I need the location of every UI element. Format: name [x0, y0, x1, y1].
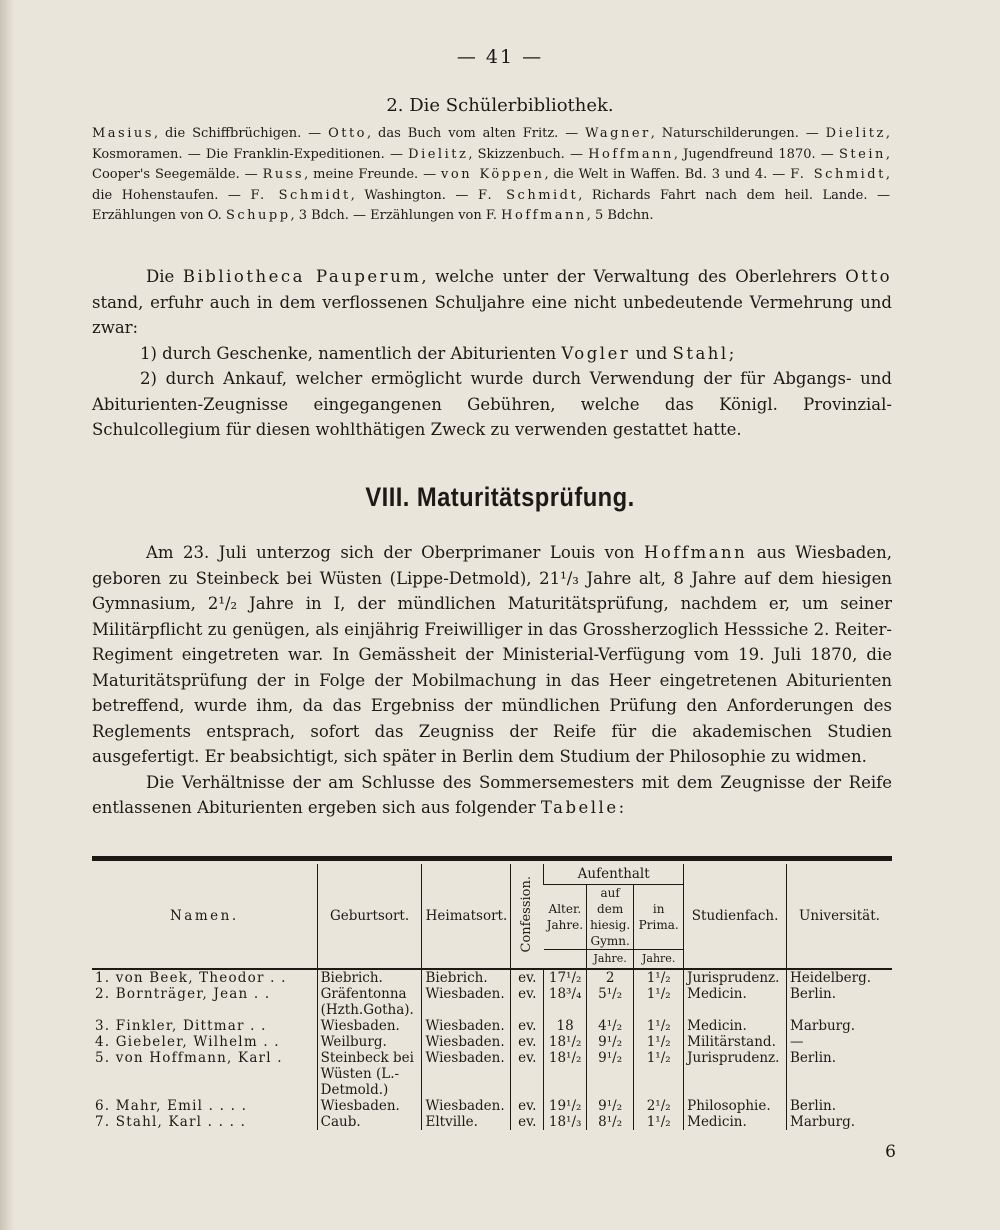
listing-work: , die Welt in Waffen. Bd. 3 und 4. — — [544, 167, 791, 182]
cell-gymn: 5¹/₂ — [587, 986, 634, 1018]
table-top-rule — [92, 856, 892, 861]
listing-author: Schupp — [225, 208, 291, 223]
cell-prima: 1¹/₂ — [634, 969, 684, 986]
cell-home: Eltville. — [422, 1114, 511, 1130]
cell-age: 18¹/₃ — [544, 1114, 587, 1130]
cell-name: 7. Stahl, Karl . . . . — [95, 1114, 247, 1130]
cell-uni: Marburg. — [787, 1018, 892, 1034]
list-item-purchase: 2) durch Ankauf, welcher ermöglicht wurde durch Verwendung der für Abgangs- und Abiturienten-Zeugnisse eingegangenen Gebühren, welche das Königl. Provinzial-Schulcollegium für diesen wohlthätigen Zweck zu verwenden gestattet hatte. — [92, 369, 892, 439]
listing-work: , Richards Fahrt nach dem heil. Lande. — Erzählungen von O. — [92, 187, 891, 223]
cell-age: 18 — [544, 1018, 587, 1034]
col-header-home: Heimatsort. — [422, 864, 511, 969]
listing-work: , Kosmoramen. — Die Franklin-Expeditionen. — — [92, 126, 890, 162]
listing-author: Hoffmann — [501, 208, 587, 223]
listing-work: , meine Freunde. — — [304, 167, 442, 182]
cell-study: Jurisprudenz. — [684, 1050, 787, 1098]
col-header-study: Studienfach. — [684, 864, 787, 969]
cell-age: 18¹/₂ — [544, 1034, 587, 1050]
listing-author: Wagner — [585, 126, 651, 141]
exam-text — [92, 540, 892, 821]
cell-conf: ev. — [511, 1114, 544, 1130]
table-row — [92, 1018, 892, 1034]
cell-uni: — — [787, 1034, 892, 1050]
col-header-name: Namen. — [169, 908, 239, 924]
listing-work: , die Hohenstaufen. — — [92, 167, 890, 203]
cell-uni: Berlin. — [787, 1098, 892, 1114]
col-header-gymn: auf dem hiesig. Gymn. — [587, 885, 634, 950]
cell-name: 5. von Hoffmann, Karl . — [95, 1050, 283, 1066]
table-row — [92, 1114, 892, 1130]
table-row — [92, 1050, 892, 1098]
cell-prima: 1¹/₂ — [634, 986, 684, 1018]
cell-name: 1. von Beek, Theodor . . — [92, 969, 317, 986]
cell-birth: Wiesbaden. — [317, 1098, 422, 1114]
cell-study: Philosophie. — [684, 1098, 787, 1114]
col-header-birthplace: Geburtsort. — [317, 864, 422, 969]
listing-work: , Jugendfreund 1870. — — [673, 146, 839, 162]
cell-prima: 2¹/₂ — [634, 1098, 684, 1114]
cell-uni: Berlin. — [787, 1050, 892, 1098]
col-header-confession: Confession. — [511, 864, 544, 969]
exam-paragraph-hoffmann: Am 23. Juli unterzog sich der Oberprimaner Louis von Hoffmann aus Wiesbaden, geboren zu Steinbeck bei Wüsten (Lippe-Detmold), 21¹/₃ Jahre alt, 8 Jahre auf dem hiesigen Gymnasium, 2¹/₂ Jahre in I, der mündlichen Maturitätsprüfung, nachdem er, um seiner Militärpflicht zu genügen, als einjährig Freiwilliger in das Grossherzoglich Hesssiche 2. Reiter-Regiment eingetreten war. In Gemässheit der Ministerial-Verfügung vom 19. Juli 1870, die Maturitätsprüfung der in Folge der Mobilmachung in das Heer eingetretenen Abiturienten betreffend, wurde ihm, da das Ergebniss der mündlichen Prüfung den Anforderungen des Reglements entsprach, sofort das Zeugniss der Reife für die akademischen Studien ausgefertigt. Er beabsichtigt, sich später in Berlin dem Studium der Philosophie zu widmen. — [92, 543, 893, 766]
cell-conf: ev. — [511, 1018, 544, 1034]
listing-work: , 5 Bdchn. — [586, 208, 654, 223]
col-header-university: Universität. — [787, 864, 892, 969]
cell-uni: Berlin. — [787, 986, 892, 1018]
listing-author: F. Schmidt — [790, 167, 886, 182]
listing-author: Stein — [839, 146, 886, 162]
listing-author: F. Schmidt — [477, 187, 579, 203]
table-row — [92, 1034, 892, 1050]
cell-prima: 1¹/₂ — [634, 1050, 684, 1098]
listing-work: , 3 Bdch. — Erzählungen von F. — [290, 208, 502, 223]
cell-home: Wiesbaden. — [422, 1098, 511, 1114]
cell-conf: ev. — [511, 1034, 544, 1050]
cell-age: 17¹/₂ — [544, 969, 587, 986]
cell-age: 19¹/₂ — [544, 1098, 587, 1114]
listing-author: Masius — [92, 126, 154, 141]
cell-name: 3. Finkler, Dittmar . . — [95, 1018, 267, 1034]
cell-gymn: 4¹/₂ — [587, 1018, 634, 1034]
cell-birth: Wiesbaden. — [317, 1018, 422, 1034]
cell-birth: Caub. — [317, 1114, 422, 1130]
page-binding-shadow — [0, 0, 14, 1230]
cell-name: 2. Bornträger, Jean . . — [95, 986, 271, 1002]
cell-home: Biebrich. — [422, 969, 511, 986]
abiturienten-table — [92, 864, 892, 1130]
cell-study: Jurisprudenz. — [684, 969, 787, 986]
col-header-gymn-unit: Jahre. — [587, 950, 634, 970]
col-header-prima-unit: Jahre. — [634, 950, 684, 970]
cell-study: Medicin. — [684, 1114, 787, 1130]
cell-study: Militärstand. — [684, 1034, 787, 1050]
listing-author: Dielitz — [825, 126, 886, 141]
cell-home: Wiesbaden. — [422, 1034, 511, 1050]
cell-name: 6. Mahr, Emil . . . . — [95, 1098, 248, 1114]
cell-birth: Weilburg. — [317, 1034, 422, 1050]
cell-prima: 1¹/₂ — [634, 1018, 684, 1034]
cell-uni: Heidelberg. — [787, 969, 892, 986]
cell-birth: Steinbeck bei Wüsten (L.-Detmold.) — [317, 1050, 422, 1098]
cell-study: Medicin. — [684, 1018, 787, 1034]
cell-gymn: 8¹/₂ — [587, 1114, 634, 1130]
cell-study: Medicin. — [684, 986, 787, 1018]
cell-conf: ev. — [511, 1098, 544, 1114]
cell-name: 4. Giebeler, Wilhelm . . — [95, 1034, 280, 1050]
cell-uni: Marburg. — [787, 1114, 892, 1130]
signature-mark: 6 — [885, 1142, 896, 1162]
table-header-row — [92, 864, 892, 885]
listing-work: , Skizzenbuch. — — [468, 146, 589, 162]
cell-home: Wiesbaden. — [422, 1050, 511, 1098]
library-listing — [92, 124, 890, 227]
cell-gymn: 9¹/₂ — [587, 1098, 634, 1114]
cell-prima: 1¹/₂ — [634, 1034, 684, 1050]
col-header-stay-group: Aufenthalt — [544, 864, 684, 885]
listing-author: Otto — [328, 126, 368, 141]
cell-gymn: 2 — [587, 969, 634, 986]
page-number: — 41 — — [456, 46, 544, 68]
library-paragraph — [92, 264, 892, 443]
cell-age: 18¹/₂ — [544, 1050, 587, 1098]
listing-author: von Köppen — [441, 167, 545, 182]
listing-author: Russ — [262, 167, 305, 182]
exam-paragraph-table-intro: Die Verhältnisse der am Schlusse des Sommersemesters mit dem Zeugnisse der Reife entlassenen Abiturienten ergeben sich aus folgender Tabelle: — [92, 772, 892, 817]
cell-gymn: 9¹/₂ — [587, 1050, 634, 1098]
listing-author: Dielitz — [408, 146, 469, 162]
listing-author: F. Schmidt — [250, 187, 351, 203]
bibliotheca-paragraph: Die Bibliotheca Pauperum, welche unter der Verwaltung des Oberlehrers Otto stand, erfuhr auch in dem verflossenen Schuljahre eine nicht unbedeutende Vermehrung und zwar: — [92, 267, 893, 337]
cell-conf: ev. — [511, 1050, 544, 1098]
listing-work: , das Buch vom alten Fritz. — — [367, 126, 586, 141]
listing-work: , Cooper's Seegemälde. — — [92, 146, 890, 182]
section-title-library: 2. Die Schülerbibliothek. — [386, 95, 614, 116]
col-header-age: Alter. Jahre. — [544, 885, 587, 950]
table-row — [92, 969, 892, 986]
cell-birth: Gräfentonna (Hzth.Gotha). — [317, 986, 422, 1018]
cell-age: 18³/₄ — [544, 986, 587, 1018]
listing-work: , Washington. — — [350, 187, 478, 203]
col-header-prima: in Prima. — [634, 885, 684, 950]
table-body — [92, 969, 892, 1130]
cell-birth: Biebrich. — [317, 969, 422, 986]
heading-maturitaetspruefung: VIII. Maturitätsprüfung. — [365, 482, 635, 512]
table-row — [92, 986, 892, 1018]
table-row — [92, 1098, 892, 1114]
cell-prima: 1¹/₂ — [634, 1114, 684, 1130]
list-item-gifts: 1) durch Geschenke, namentlich der Abiturienten Vogler und Stahl; — [140, 343, 735, 363]
cell-home: Wiesbaden. — [422, 1018, 511, 1034]
cell-conf: ev. — [511, 969, 544, 986]
listing-author: Hoffmann — [588, 146, 674, 162]
cell-conf: ev. — [511, 986, 544, 1018]
cell-gymn: 9¹/₂ — [587, 1034, 634, 1050]
listing-work: , die Schiffbrüchigen. — — [153, 126, 329, 141]
cell-home: Wiesbaden. — [422, 986, 511, 1018]
listing-work: , Naturschilderungen. — — [650, 126, 826, 141]
